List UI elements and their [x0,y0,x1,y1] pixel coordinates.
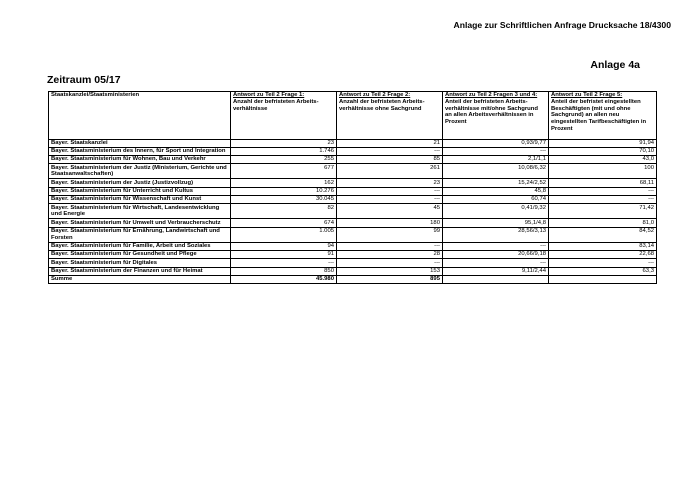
value-cell: 895 [337,275,443,283]
ministry-name: Bayer. Staatsministerium für Gesundheit und Pflege [49,250,231,258]
table-row [49,259,657,267]
value-cell: 91 [231,250,337,258]
value-cell: 162 [231,179,337,187]
value-cell: 2,1/1,1 [443,156,549,164]
table-row [49,179,657,187]
value-cell: 20,66/9,18 [443,250,549,258]
zeitraum-heading: Zeitraum 05/17 [47,74,121,86]
value-cell: --- [337,242,443,250]
value-cell: 180 [337,219,443,227]
sum-row [49,275,657,283]
column-header: Staatskanzlei/Staatsministerien [49,92,231,140]
value-cell: 82 [231,204,337,219]
value-cell: 70,10 [549,147,657,155]
table-row [49,147,657,155]
ministry-name: Bayer. Staatsministerium für Wissenschaft und Kunst [49,196,231,204]
value-cell: 84,52 [549,227,657,242]
ministry-name: Bayer. Staatsministerium für Ernährung, Landwirtschaft und Forsten [49,227,231,242]
value-cell: 68,11 [549,179,657,187]
value-cell: 850 [231,267,337,275]
value-cell: 81,0 [549,219,657,227]
document-header: Anlage zur Schriftlichen Anfrage Drucksache 18/4300 [453,20,671,30]
ministry-name: Bayer. Staatsministerium für Umwelt und Verbraucherschutz [49,219,231,227]
ministry-name: Bayer. Staatsministerium für Familie, Arbeit und Soziales [49,242,231,250]
value-cell: 255 [231,156,337,164]
value-cell: 85 [337,156,443,164]
value-cell: 28,56/3,13 [443,227,549,242]
value-cell: --- [337,259,443,267]
ministry-name: Bayer. Staatsministerium der Justiz (Ministerium, Gerichte und Staatsanwaltschaften) [49,164,231,179]
value-cell: 45.980 [231,275,337,283]
value-cell: --- [549,196,657,204]
value-cell: 45 [337,204,443,219]
value-cell: --- [231,259,337,267]
value-cell: 83,14 [549,242,657,250]
ministry-name: Bayer. Staatsministerium für Wohnen, Bau und Verkehr [49,156,231,164]
value-cell: 30.045 [231,196,337,204]
value-cell: 677 [231,164,337,179]
table-row [49,204,657,219]
table-row [49,164,657,179]
ministry-name: Bayer. Staatsministerium für Digitales [49,259,231,267]
value-cell: 261 [337,164,443,179]
value-cell: 21 [337,139,443,147]
data-table [48,91,657,284]
table-row [49,196,657,204]
column-header: Antwort zu Teil 2 Frage 1: Anzahl der befristeten Arbeitsverhältnisse [231,92,337,140]
value-cell: 10.276 [231,187,337,195]
value-cell: 0,41/9,32 [443,204,549,219]
anlage-label: Anlage 4a [590,59,640,71]
value-cell: --- [337,187,443,195]
table-row [49,267,657,275]
value-cell [549,275,657,283]
ministry-name: Bayer. Staatskanzlei [49,139,231,147]
value-cell: 94 [231,242,337,250]
value-cell: 23 [231,139,337,147]
value-cell: --- [443,242,549,250]
value-cell: --- [549,187,657,195]
value-cell: 45,8 [443,187,549,195]
value-cell: 99 [337,227,443,242]
table-header-row [49,92,657,140]
value-cell: --- [443,259,549,267]
value-cell: 22,68 [549,250,657,258]
table-row [49,156,657,164]
ministry-name: Bayer. Staatsministerium für Wirtschaft, Landesentwicklung und Energie [49,204,231,219]
table-row [49,139,657,147]
column-header: Antwort zu Teil 2 Fragen 3 und 4: Anteil der befristeten Arbeitsverhältnisse mit/ohne Sachgrund an allen Arbeitsverhältnissen in Prozent [443,92,549,140]
column-header: Antwort zu Teil 2 Frage 5: Anteil der befristet eingestellten Beschäftigten (mit und ohne Sachgrund) an allen neu eingestellten Tarifbeschäftigten in Prozent [549,92,657,140]
value-cell: 71,42 [549,204,657,219]
value-cell: 153 [337,267,443,275]
value-cell: 91,94 [549,139,657,147]
value-cell [443,275,549,283]
value-cell: 28 [337,250,443,258]
ministry-name: Summe [49,275,231,283]
ministry-name: Bayer. Staatsministerium der Finanzen und für Heimat [49,267,231,275]
value-cell: --- [443,147,549,155]
value-cell: 0,93/9,77 [443,139,549,147]
value-cell: 15,24/2,52 [443,179,549,187]
table-row [49,187,657,195]
ministry-name: Bayer. Staatsministerium für Unterricht und Kultus [49,187,231,195]
table-row [49,242,657,250]
value-cell: 63,3 [549,267,657,275]
value-cell: 9,11/2,44 [443,267,549,275]
ministry-name: Bayer. Staatsministerium des Innern, für Sport und Integration [49,147,231,155]
ministry-name: Bayer. Staatsministerium der Justiz (Justizvollzug) [49,179,231,187]
value-cell: 100 [549,164,657,179]
column-header: Antwort zu Teil 2 Frage 2: Anzahl der befristeten Arbeitsverhältnisse ohne Sachgrund [337,92,443,140]
value-cell: --- [549,259,657,267]
value-cell: 43,0 [549,156,657,164]
value-cell: 674 [231,219,337,227]
value-cell: 10,08/6,32 [443,164,549,179]
value-cell: 1.005 [231,227,337,242]
value-cell: --- [337,196,443,204]
value-cell: 1.746 [231,147,337,155]
table-row [49,227,657,242]
value-cell: 60,74 [443,196,549,204]
value-cell: --- [337,147,443,155]
value-cell: 95,1/4,8 [443,219,549,227]
table-row [49,250,657,258]
value-cell: 23 [337,179,443,187]
table-row [49,219,657,227]
